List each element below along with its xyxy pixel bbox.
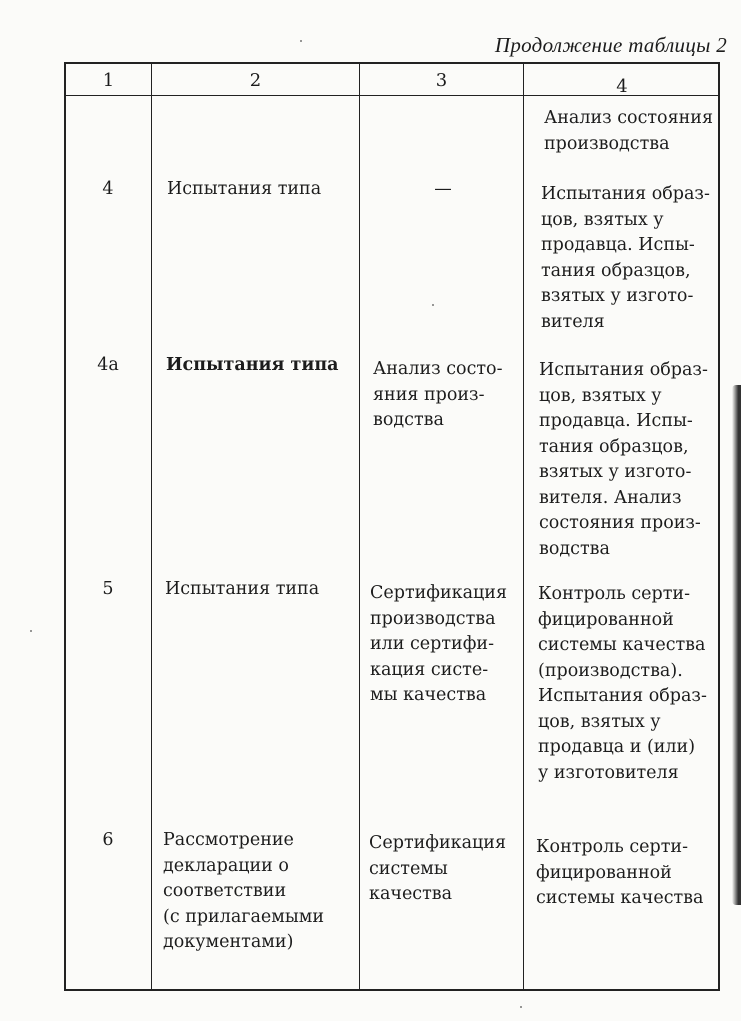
table-cell-row2-col4: Испытания образ- цов, взятых у продавца. Испы- тания образцов, взятых у изгото- вителя. Анализ состояния произ- водства xyxy=(539,360,708,559)
table-cell-row3-col4: Контроль серти- фицированной системы качества (производства). Испытания образ- цов, взятых у продавца и (или) у изготовителя xyxy=(538,584,707,783)
scan-speck xyxy=(432,304,434,306)
table-cell-row3-col3: Сертификация производства или сертифи- кация систе- мы качества xyxy=(370,583,507,705)
table-cell-row2-col3: Анализ состо- яния произ- водства xyxy=(373,359,503,430)
column-divider xyxy=(359,64,360,989)
table-cell-row4-col1: 6 xyxy=(102,830,114,850)
column-divider xyxy=(523,64,524,989)
scan-speck xyxy=(30,630,32,632)
certification-table xyxy=(64,62,720,991)
table-caption: Продолжение таблицы 2 xyxy=(494,33,727,57)
column-header-2: 2 xyxy=(249,70,262,91)
table-cell-row2-col1: 4а xyxy=(97,355,119,375)
column-header-4: 4 xyxy=(616,76,628,97)
table-cell-row4-col4: Контроль серти- фицированной системы качества xyxy=(536,837,704,908)
table-cell-row3-col1: 5 xyxy=(102,579,114,599)
table-cell-row4-col2: Рассмотрение декларации о соответствии (с прилагаемыми документами) xyxy=(163,830,325,952)
table-cell-row4-col3: Сертификация системы качества xyxy=(369,833,506,904)
table-cell-row2-col2: Испытания типа xyxy=(166,355,339,375)
table-cell-row1-col3: — xyxy=(434,179,452,199)
page-edge-shadow xyxy=(732,385,741,905)
scan-speck xyxy=(300,40,302,42)
column-divider xyxy=(151,64,152,989)
table-cell-row1-col1: 4 xyxy=(102,179,114,199)
table-cell-row0-col4: Анализ состояния производства xyxy=(544,108,714,154)
column-header-1: 1 xyxy=(102,70,115,91)
table-cell-row1-col2: Испытания типа xyxy=(167,179,322,199)
scan-speck xyxy=(520,1006,522,1008)
table-cell-row1-col4: Испытания образ- цов, взятых у продавца. Испы- тания образцов, взятых у изгото- вителя xyxy=(541,184,710,332)
column-header-3: 3 xyxy=(435,70,448,91)
table-cell-row3-col2: Испытания типа xyxy=(165,579,320,599)
